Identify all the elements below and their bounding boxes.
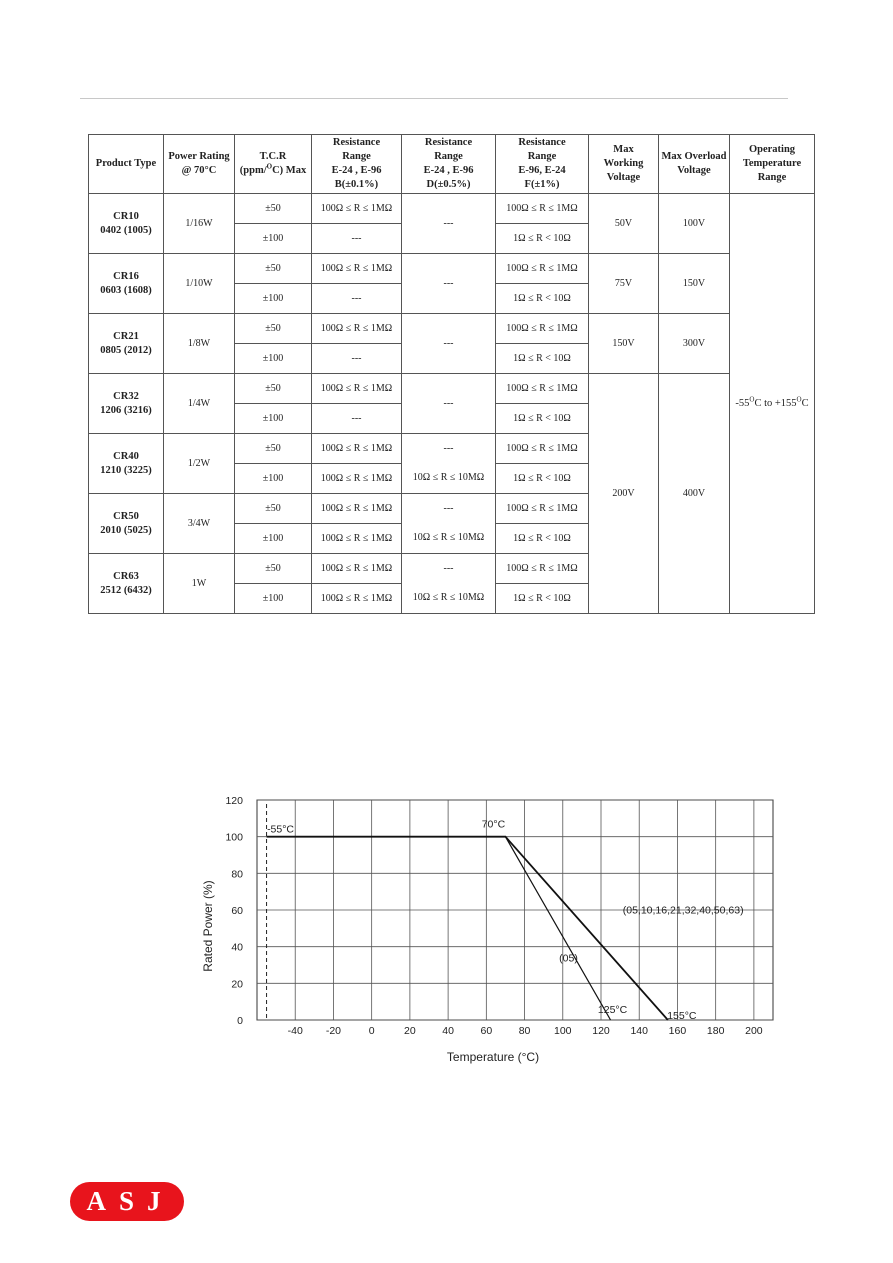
range-f-cell: 1Ω ≤ R < 10Ω	[496, 224, 589, 254]
annotation-label: 155°C	[667, 1010, 697, 1022]
product-cell: CR50 2010 (5025)	[89, 494, 164, 554]
tcr-cell: ±50	[235, 554, 312, 584]
tcr-cell: ±100	[235, 464, 312, 494]
y-tick-label: 80	[231, 868, 243, 881]
working-voltage-cell: 75V	[589, 254, 659, 314]
annotation-label: 70°C	[481, 818, 506, 831]
range-d-cell: 10Ω ≤ R ≤ 10MΩ	[402, 464, 496, 494]
y-tick-label: 0	[237, 1015, 243, 1027]
product-cell: CR63 2512 (6432)	[89, 554, 164, 614]
table-header-row	[89, 135, 815, 194]
y-tick-label: 60	[231, 905, 243, 917]
x-tick-label: 0	[368, 1025, 375, 1037]
range-b-cell: 100Ω ≤ R ≤ 1MΩ	[312, 254, 402, 284]
range-f-cell: 1Ω ≤ R < 10Ω	[496, 584, 589, 614]
x-tick-label: 40	[442, 1025, 454, 1037]
range-b-cell: 100Ω ≤ R ≤ 1MΩ	[312, 524, 402, 554]
range-f-cell: 1Ω ≤ R < 10Ω	[496, 344, 589, 374]
range-f-cell: 100Ω ≤ R ≤ 1MΩ	[496, 254, 589, 284]
product-cell: CR16 0603 (1608)	[89, 254, 164, 314]
power-cell: 1/4W	[164, 374, 235, 434]
derating-chart	[195, 790, 795, 1080]
range-b-cell: ---	[312, 284, 402, 314]
power-cell: 1W	[164, 554, 235, 614]
x-tick-label: -20	[325, 1025, 342, 1037]
x-tick-label: 140	[630, 1025, 648, 1037]
annotation-label: 125°C	[597, 1004, 628, 1016]
range-d-cell: 10Ω ≤ R ≤ 10MΩ	[402, 524, 496, 554]
tcr-cell: ±50	[235, 314, 312, 344]
resistor-spec-table	[88, 134, 815, 614]
overload-voltage-cell: 400V	[659, 374, 730, 614]
range-f-cell: 100Ω ≤ R ≤ 1MΩ	[496, 374, 589, 404]
range-d-cell: ---	[402, 554, 496, 584]
series-label: (05)	[559, 952, 578, 965]
x-tick-label: 200	[745, 1025, 763, 1037]
overload-voltage-cell: 300V	[659, 314, 730, 374]
product-cell: CR40 1210 (3225)	[89, 434, 164, 494]
header-range-d: Resistance Range E-24 , E-96 D(±0.5%)	[402, 135, 496, 194]
header-power-rating: Power Rating @ 70°C	[164, 135, 235, 194]
power-cell: 1/16W	[164, 194, 235, 254]
tcr-cell: ±100	[235, 284, 312, 314]
x-tick-label: 20	[404, 1025, 416, 1037]
y-tick-label: 100	[225, 831, 243, 844]
x-tick-label: 80	[518, 1025, 531, 1037]
tcr-cell: ±100	[235, 224, 312, 254]
range-f-cell: 100Ω ≤ R ≤ 1MΩ	[496, 314, 589, 344]
x-tick-label: 180	[706, 1025, 725, 1037]
range-d-cell: ---	[402, 374, 496, 434]
range-b-cell: 100Ω ≤ R ≤ 1MΩ	[312, 194, 402, 224]
series-line	[267, 837, 668, 1020]
annotation-label: -55°C	[267, 823, 295, 836]
range-b-cell: 100Ω ≤ R ≤ 1MΩ	[312, 494, 402, 524]
range-d-cell: ---	[402, 194, 496, 254]
header-max-working-voltage: Max Working Voltage	[589, 135, 659, 194]
y-tick-label: 20	[231, 978, 243, 991]
range-f-cell: 100Ω ≤ R ≤ 1MΩ	[496, 194, 589, 224]
working-voltage-cell: 50V	[589, 194, 659, 254]
tcr-cell: ±100	[235, 404, 312, 434]
range-d-cell: ---	[402, 434, 496, 464]
y-axis-label: Rated Power (%)	[201, 880, 215, 972]
range-b-cell: 100Ω ≤ R ≤ 1MΩ	[312, 554, 402, 584]
range-b-cell: 100Ω ≤ R ≤ 1MΩ	[312, 464, 402, 494]
range-b-cell: ---	[312, 224, 402, 254]
asj-logo: ASJ	[70, 1182, 184, 1221]
table-row	[89, 254, 815, 284]
working-voltage-cell: 150V	[589, 314, 659, 374]
series-line	[505, 837, 610, 1020]
range-f-cell: 1Ω ≤ R < 10Ω	[496, 284, 589, 314]
x-tick-label: 60	[480, 1025, 493, 1037]
power-cell: 1/8W	[164, 314, 235, 374]
range-f-cell: 100Ω ≤ R ≤ 1MΩ	[496, 434, 589, 464]
tcr-cell: ±50	[235, 254, 312, 284]
power-cell: 1/2W	[164, 434, 235, 494]
range-b-cell: 100Ω ≤ R ≤ 1MΩ	[312, 584, 402, 614]
product-cell: CR10 0402 (1005)	[89, 194, 164, 254]
table-row	[89, 374, 815, 404]
working-voltage-cell: 200V	[589, 374, 659, 614]
tcr-cell: ±50	[235, 374, 312, 404]
tcr-cell: ±50	[235, 434, 312, 464]
range-b-cell: 100Ω ≤ R ≤ 1MΩ	[312, 314, 402, 344]
x-tick-label: -40	[287, 1025, 303, 1037]
range-b-cell: ---	[312, 404, 402, 434]
power-cell: 3/4W	[164, 494, 235, 554]
range-b-cell: 100Ω ≤ R ≤ 1MΩ	[312, 434, 402, 464]
range-f-cell: 100Ω ≤ R ≤ 1MΩ	[496, 554, 589, 584]
operating-temp-cell: $-55^OC$ to $+155^OC$	[730, 194, 815, 614]
power-cell: 1/10W	[164, 254, 235, 314]
overload-voltage-cell: 100V	[659, 194, 730, 254]
header-divider	[80, 98, 788, 99]
x-tick-label: 160	[668, 1025, 687, 1037]
range-d-cell: ---	[402, 494, 496, 524]
range-d-cell: ---	[402, 314, 496, 374]
range-b-cell: 100Ω ≤ R ≤ 1MΩ	[312, 374, 402, 404]
range-d-cell: ---	[402, 254, 496, 314]
x-tick-label: 100	[554, 1025, 572, 1037]
range-b-cell: ---	[312, 344, 402, 374]
table-row	[89, 194, 815, 224]
tcr-cell: ±100	[235, 344, 312, 374]
series-label: (05,10,16,21,32,40,50,63)	[622, 904, 744, 917]
header-operating-temp: Operating Temperature Range	[730, 135, 815, 194]
x-tick-label: 120	[592, 1025, 610, 1037]
range-f-cell: 100Ω ≤ R ≤ 1MΩ	[496, 494, 589, 524]
y-tick-label: 40	[231, 941, 243, 954]
tcr-cell: ±100	[235, 524, 312, 554]
chart-annotations	[267, 819, 744, 1022]
header-range-f: Resistance Range E-96, E-24 F(±1%)	[496, 135, 589, 194]
tcr-cell: ±50	[235, 194, 312, 224]
overload-voltage-cell: 150V	[659, 254, 730, 314]
range-f-cell: 1Ω ≤ R < 10Ω	[496, 464, 589, 494]
header-product-type: Product Type	[89, 135, 164, 194]
range-f-cell: 1Ω ≤ R < 10Ω	[496, 404, 589, 434]
header-tcr: T.C.R (ppm/$^O$C) Max	[235, 135, 312, 194]
tcr-cell: ±50	[235, 494, 312, 524]
table-row	[89, 314, 815, 344]
range-f-cell: 1Ω ≤ R < 10Ω	[496, 524, 589, 554]
y-tick-label: 120	[225, 795, 243, 807]
range-d-cell: 10Ω ≤ R ≤ 10MΩ	[402, 584, 496, 614]
product-cell: CR21 0805 (2012)	[89, 314, 164, 374]
header-max-overload-voltage: Max Overload Voltage	[659, 135, 730, 194]
product-cell: CR32 1206 (3216)	[89, 374, 164, 434]
x-axis-label: Temperature (°C)	[446, 1050, 540, 1064]
tcr-cell: ±100	[235, 584, 312, 614]
header-range-b: Resistance Range E-24 , E-96 B(±0.1%)	[312, 135, 402, 194]
